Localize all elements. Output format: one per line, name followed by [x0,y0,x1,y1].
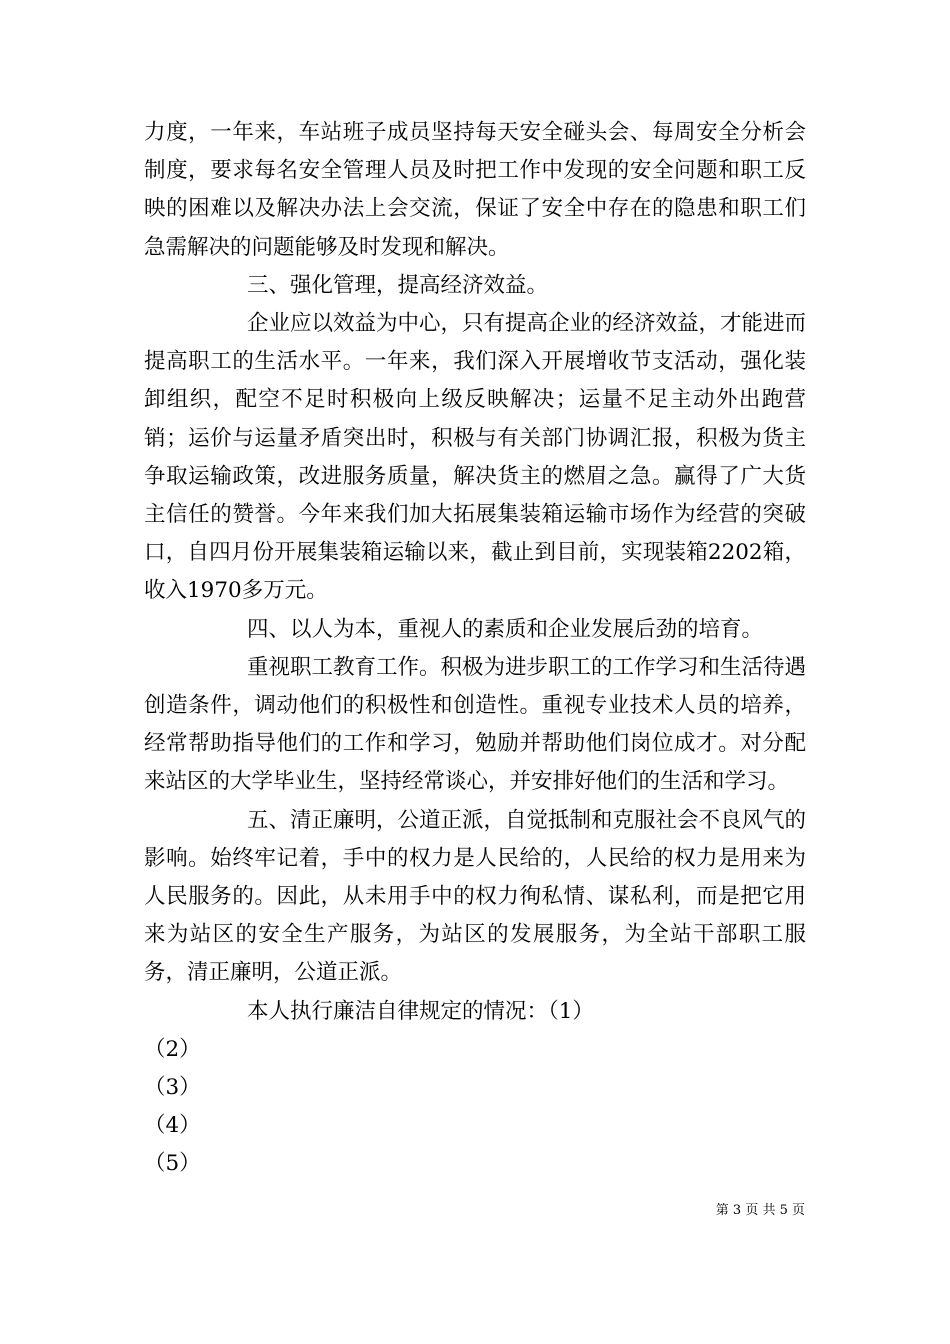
paragraph-staff-education: 重视职工教育工作。积极为进步职工的工作学习和生活待遇创造条件，调动他们的积极性和创造性。重视专业技术人员的培养，经常帮助指导他们的工作和学习，勉励并帮助他们岗位成才。对分配来站区的大学毕业生，坚持经常谈心，并安排好他们的生活和学习。 [144,654,807,795]
heading-section-four: 四、以人为本，重视人的素质和企业发展后劲的培育。 [247,616,764,642]
list-item: （2） [144,1036,201,1062]
list-item: （4） [144,1113,201,1139]
paragraph-safety-meetings: 力度，一年来，车站班子成员坚持每天安全碰头会、每周安全分析会制度，要求每名安全管理人员及时把工作中发现的安全问题和职工反映的困难以及解决办法上会交流，保证了安全中存在的隐患和职工们急需解决的问题能够及时发现和解决。 [144,120,806,260]
paragraph-economic-benefit: 企业应以效益为中心，只有提高企业的经济效益，才能进而提高职工的生活水平。一年来，我们深入开展增收节支活动，强化装卸组织，配空不足时积极向上级反映解决；运量不足主动外出跑营销；运价与运量矛盾突出时，积极与有关部门协调汇报，积极为货主争取运输政策，改进服务质量，解决货主的燃眉之急。赢得了广大货主信任的赞誉。今年来我们加大拓展集装箱运输市场作为经营的突破口，自四月份开展集装箱运输以来，截止到目前，实现装箱2202箱，收入1970多万元。 [144,311,807,604]
paragraph-section-five: 五、清正廉明，公道正派，自觉抵制和克服社会不良风气的影响。始终牢记着，手中的权力是人民给的，人民给的权力是用来为人民服务的。因此，从未用手中的权力徇私情、谋私利，而是把它用来为站区的安全生产服务，为站区的发展服务，为全站干部职工服务，清正廉明，公道正派。 [144,807,807,986]
document-body [144,114,806,1184]
page-number: 第 3 页 共 5 页 [715,1203,805,1218]
paragraph-self-discipline: 本人执行廉洁自律规定的情况：（1） [247,998,594,1024]
list-item: （5） [144,1151,201,1177]
heading-section-three: 三、强化管理，提高经济效益。 [247,272,549,298]
list-item: （3） [144,1075,201,1101]
